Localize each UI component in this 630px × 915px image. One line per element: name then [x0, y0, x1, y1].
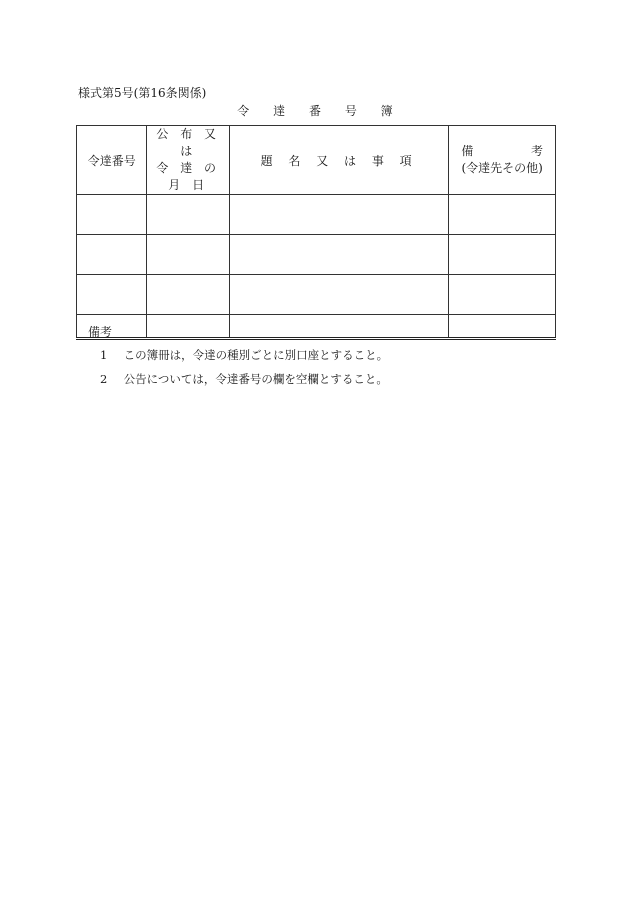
title-char: 達	[273, 104, 286, 118]
table-cell[interactable]	[147, 195, 230, 235]
form-number-label: 様式第5号(第16条関係)	[78, 86, 207, 100]
title-char: 令	[237, 104, 250, 118]
note-number: 2	[100, 372, 108, 386]
table-cell[interactable]	[229, 275, 448, 315]
table-cell[interactable]	[229, 235, 448, 275]
header-remarks-right: 考	[530, 144, 543, 158]
table-cell[interactable]	[147, 235, 230, 275]
table-cell[interactable]	[449, 275, 556, 315]
title-char: 簿	[380, 104, 393, 118]
table-row	[77, 315, 556, 339]
table-cell[interactable]	[77, 275, 147, 315]
table-cell[interactable]	[147, 275, 230, 315]
table-header-row	[77, 126, 556, 195]
header-title-subject	[229, 126, 448, 195]
note-number: 1	[100, 348, 108, 362]
header-remarks	[449, 126, 556, 195]
header-remarks-line1	[449, 143, 555, 160]
header-date-line1: 公 布 又 は	[156, 127, 221, 158]
note-item	[100, 371, 388, 387]
table-cell[interactable]	[147, 315, 230, 339]
header-date	[147, 126, 230, 195]
table-cell[interactable]	[229, 315, 448, 339]
table-cell[interactable]	[449, 195, 556, 235]
title-char: 番	[308, 104, 321, 118]
header-order-number	[77, 126, 147, 195]
header-order-number-label: 令達番号	[87, 153, 136, 168]
note-text: 公告については，令達番号の欄を空欄とすること。	[123, 372, 388, 386]
title-char: 号	[344, 104, 357, 118]
note-text: この簿冊は，令達の種別ごとに別口座とすること。	[123, 348, 389, 362]
table-row	[77, 275, 556, 315]
notes-heading: 備考	[88, 325, 113, 339]
header-remarks-line2: (令達先その他)	[461, 161, 543, 175]
document-title	[0, 102, 630, 119]
order-register-table	[76, 125, 556, 340]
note-item	[100, 347, 388, 363]
header-remarks-left: 備	[461, 144, 474, 158]
header-title-subject-label: 題 名 又 は 事 項	[260, 153, 418, 168]
table-cell[interactable]	[229, 195, 448, 235]
table-cell[interactable]	[77, 235, 147, 275]
header-date-line2: 令 達 の 月 日	[156, 161, 221, 192]
table-cell[interactable]	[449, 235, 556, 275]
table-cell[interactable]	[449, 315, 556, 339]
table-cell[interactable]	[77, 195, 147, 235]
table-row	[77, 195, 556, 235]
table-row	[77, 235, 556, 275]
